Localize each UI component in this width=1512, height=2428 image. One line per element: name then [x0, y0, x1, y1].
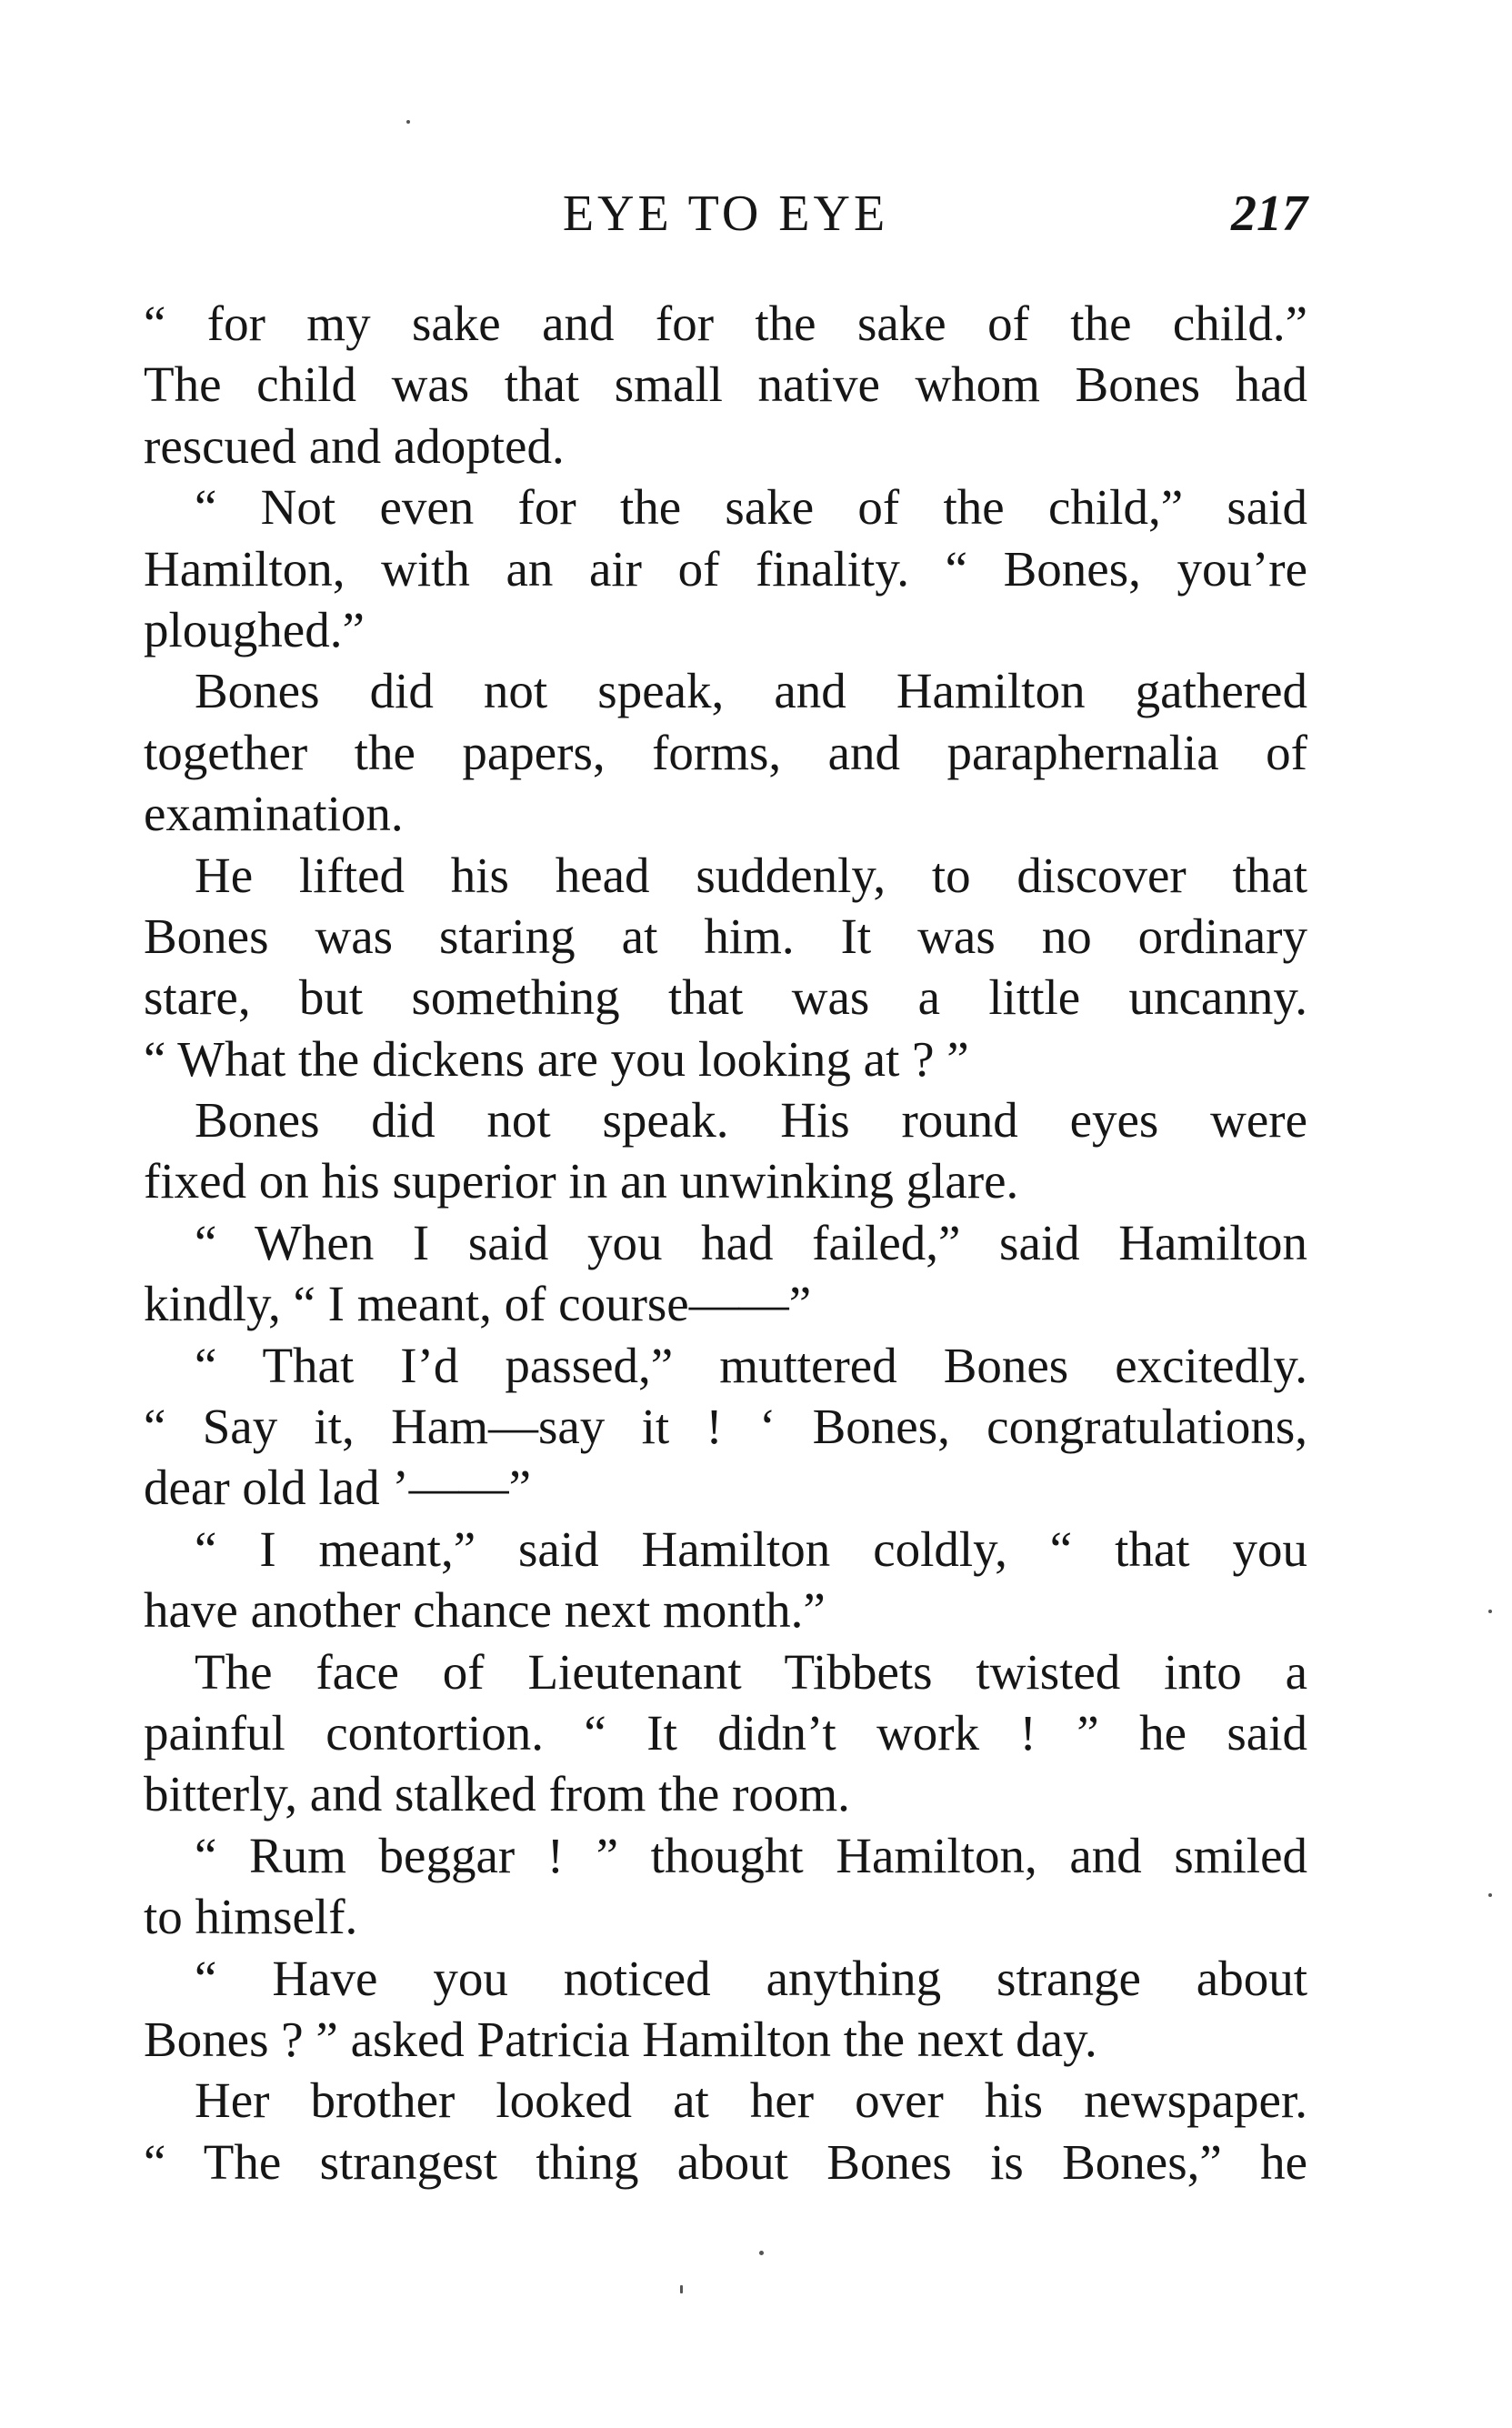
text-line: Bones did not speak. His round eyes were [195, 1092, 1307, 1149]
text-line: kindly, “ I meant, of course——” [144, 1276, 812, 1332]
text-line: rescued and adopted. [144, 417, 565, 474]
text-line: have another chance next month.” [144, 1582, 826, 1639]
text-line: Hamilton, with an air of finality. “ Bones, you’re [144, 540, 1307, 597]
scan-speck [1488, 1893, 1492, 1897]
text-line: Bones did not speak, and Hamilton gathered [195, 663, 1307, 719]
body-text [144, 293, 1307, 2192]
text-line: The child was that small native whom Bones had [144, 356, 1307, 413]
running-head [144, 182, 1307, 246]
text-line: “ What the dickens are you looking at ? ” [144, 1030, 969, 1087]
scan-speck [406, 120, 410, 124]
page-number: 217 [1231, 186, 1307, 242]
text-line: “ That I’d passed,” muttered Bones excitedly. [195, 1337, 1307, 1393]
text-line: “ Rum beggar ! ” thought Hamilton, and smiled [195, 1827, 1307, 1883]
scan-speck [1488, 1610, 1492, 1613]
text-line: dear old lad ’——” [144, 1460, 532, 1516]
text-line: “ for my sake and for the sake of the child.” [144, 296, 1307, 351]
text-line: fixed on his superior in an unwinking glare. [144, 1153, 1019, 1209]
text-line: together the papers, forms, and paraphernalia of [144, 724, 1307, 780]
text-line: “ Not even for the sake of the child,” said [195, 479, 1307, 536]
text-line: “ The strangest thing about Bones is Bones,” he [144, 2133, 1307, 2190]
text-line: He lifted his head suddenly, to discover that [195, 847, 1307, 903]
text-line: Her brother looked at her over his newspaper. [195, 2072, 1307, 2129]
text-line: “ Say it, Ham—say it ! ‘ Bones, congratulations, [144, 1399, 1307, 1455]
text-line: examination. [144, 786, 404, 842]
text-line: Bones ? ” asked Patricia Hamilton the next day. [144, 2011, 1097, 2067]
text-line: painful contortion. “ It didn’t work ! ” he said [144, 1704, 1307, 1761]
text-line: “ When I said you had failed,” said Hamilton [195, 1214, 1307, 1270]
text-line: The face of Lieutenant Tibbets twisted into a [195, 1643, 1307, 1700]
text-line: to himself. [144, 1889, 358, 1945]
scan-speck [680, 2285, 683, 2293]
text-line: “ Have you noticed anything strange about [195, 1950, 1307, 2006]
text-line: Bones was staring at him. It was no ordinary [144, 908, 1307, 964]
running-title: EYE TO EYE [562, 186, 889, 242]
text-line: stare, but something that was a little uncanny. [144, 969, 1307, 1026]
text-line: ploughed.” [144, 601, 365, 657]
text-line: bitterly, and stalked from the room. [144, 1766, 850, 1822]
text-line: “ I meant,” said Hamilton coldly, “ that you [195, 1520, 1307, 1577]
scan-speck [759, 2251, 764, 2255]
